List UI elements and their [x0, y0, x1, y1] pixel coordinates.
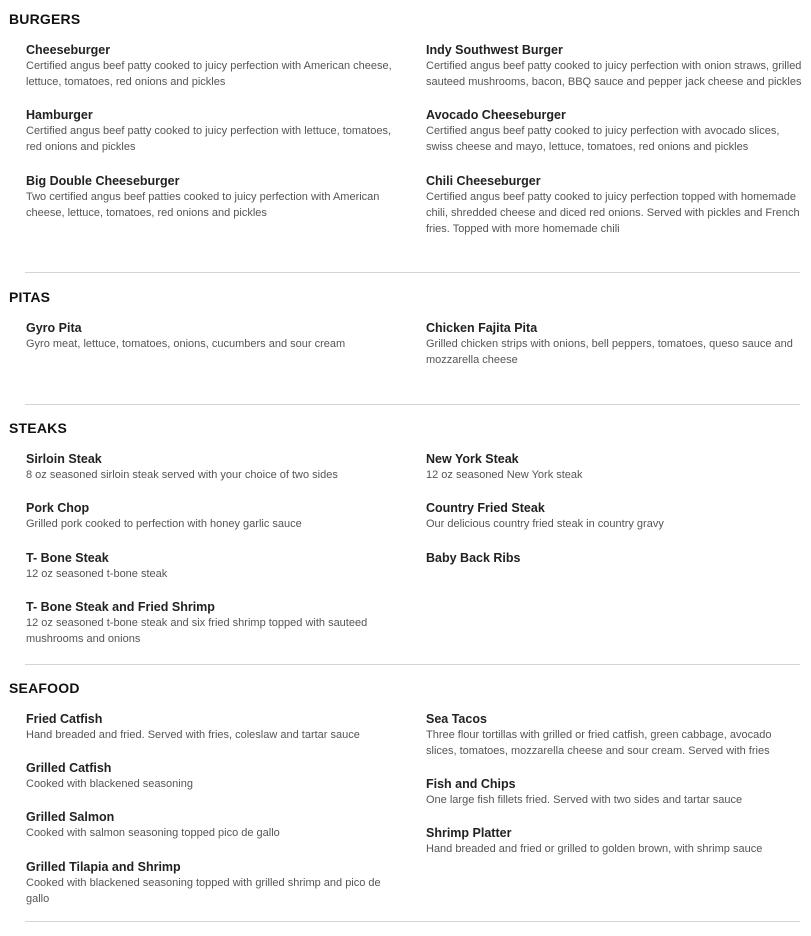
item-description: Certified angus beef patty cooked to juicy perfection with American cheese, lettuce, tomatoes, red onions and pickles	[26, 60, 392, 88]
item-name: Fish and Chips	[426, 777, 516, 791]
item-description: Cooked with blackened seasoning	[26, 778, 193, 790]
item-name: Avocado Cheeseburger	[426, 108, 566, 122]
menu-item[interactable]	[26, 599, 406, 647]
section-title: PITAS	[9, 289, 51, 305]
menu-item[interactable]	[26, 320, 406, 352]
section-divider	[25, 921, 800, 922]
menu-item[interactable]	[26, 550, 406, 582]
section-title: BURGERS	[9, 11, 81, 27]
item-description: 12 oz seasoned t-bone steak and six fried shrimp topped with sauteed mushrooms and onions	[26, 617, 368, 645]
section-title: SEAFOOD	[9, 680, 80, 696]
item-description: Three flour tortillas with grilled or fried catfish, green cabbage, avocado slices, tomatoes, mozzarella cheese and sour cream. Served with fries	[426, 729, 772, 757]
item-description: 12 oz seasoned New York steak	[426, 469, 583, 481]
item-name: T- Bone Steak	[26, 551, 109, 565]
menu-item[interactable]	[26, 107, 406, 155]
item-name: Sirloin Steak	[26, 452, 102, 466]
menu-item[interactable]	[26, 173, 406, 221]
item-name: Big Double Cheeseburger	[26, 174, 180, 188]
item-name: Chili Cheeseburger	[426, 174, 541, 188]
item-description: Two certified angus beef patties cooked to juicy perfection with American cheese, lettuce, tomatoes, red onions and pickles	[26, 191, 380, 219]
menu-item[interactable]	[26, 859, 406, 907]
item-name: Chicken Fajita Pita	[426, 321, 538, 335]
menu-item[interactable]	[426, 42, 804, 90]
item-name: New York Steak	[426, 452, 519, 466]
menu-item[interactable]	[26, 500, 406, 532]
item-name: Indy Southwest Burger	[426, 43, 563, 57]
item-description: Gyro meat, lettuce, tomatoes, onions, cucumbers and sour cream	[26, 338, 346, 350]
item-name: T- Bone Steak and Fried Shrimp	[26, 600, 215, 614]
menu-item[interactable]	[26, 42, 406, 90]
item-description: 12 oz seasoned t-bone steak	[26, 568, 168, 580]
item-description: One large fish fillets fried. Served with two sides and tartar sauce	[426, 794, 743, 806]
item-name: Hamburger	[26, 108, 93, 122]
item-description: Certified angus beef patty cooked to juicy perfection with onion straws, grilled sauteed mushrooms, bacon, BBQ sauce and pepper jack cheese and pickles	[426, 60, 802, 88]
menu-item[interactable]	[426, 500, 804, 532]
item-name: Gyro Pita	[26, 321, 82, 335]
section-title: STEAKS	[9, 420, 67, 436]
item-description: Hand breaded and fried or grilled to golden brown, with shrimp sauce	[426, 843, 763, 855]
menu-item[interactable]	[426, 550, 804, 566]
item-description: Certified angus beef patty cooked to juicy perfection topped with homemade chili, shredded cheese and diced red onions. Served with pickles and French fries. Topped with more homemade chili	[426, 191, 800, 235]
section-divider	[25, 664, 800, 665]
item-description: Hand breaded and fried. Served with fries, coleslaw and tartar sauce	[26, 729, 360, 741]
item-name: Grilled Salmon	[26, 810, 115, 824]
item-name: Grilled Catfish	[26, 761, 112, 775]
menu-item[interactable]	[426, 825, 804, 857]
item-description: Certified angus beef patty cooked to juicy perfection with avocado slices, swiss cheese and mayo, lettuce, tomatoes, red onions and pickles	[426, 125, 780, 153]
menu-item[interactable]	[26, 809, 406, 841]
menu-item[interactable]	[426, 776, 804, 808]
item-description: Cooked with blackened seasoning topped with grilled shrimp and pico de gallo	[26, 877, 381, 905]
item-description: Grilled chicken strips with onions, bell peppers, tomatoes, queso sauce and mozzarella cheese	[426, 338, 793, 366]
item-description: Our delicious country fried steak in country gravy	[426, 518, 664, 530]
menu-item[interactable]	[426, 451, 804, 483]
item-name: Shrimp Platter	[426, 826, 512, 840]
menu-item[interactable]	[426, 320, 804, 368]
item-name: Cheeseburger	[26, 43, 111, 57]
item-description: Grilled pork cooked to perfection with honey garlic sauce	[26, 518, 302, 530]
menu-item[interactable]	[426, 107, 804, 155]
item-name: Country Fried Steak	[426, 501, 545, 515]
item-name: Pork Chop	[26, 501, 90, 515]
item-name: Sea Tacos	[426, 712, 487, 726]
menu-item[interactable]	[26, 451, 406, 483]
menu-item[interactable]	[26, 760, 406, 792]
item-name: Baby Back Ribs	[426, 551, 521, 565]
item-name: Fried Catfish	[26, 712, 103, 726]
menu-item[interactable]	[26, 711, 406, 743]
item-description: Certified angus beef patty cooked to juicy perfection with lettuce, tomatoes, red onions and pickles	[26, 125, 392, 153]
item-description: Cooked with salmon seasoning topped pico de gallo	[26, 827, 280, 839]
section-divider	[25, 404, 800, 405]
section-divider	[25, 272, 800, 273]
item-description: 8 oz seasoned sirloin steak served with your choice of two sides	[26, 469, 338, 481]
menu-item[interactable]	[426, 711, 804, 759]
item-name: Grilled Tilapia and Shrimp	[26, 860, 181, 874]
menu-item[interactable]	[426, 173, 804, 237]
